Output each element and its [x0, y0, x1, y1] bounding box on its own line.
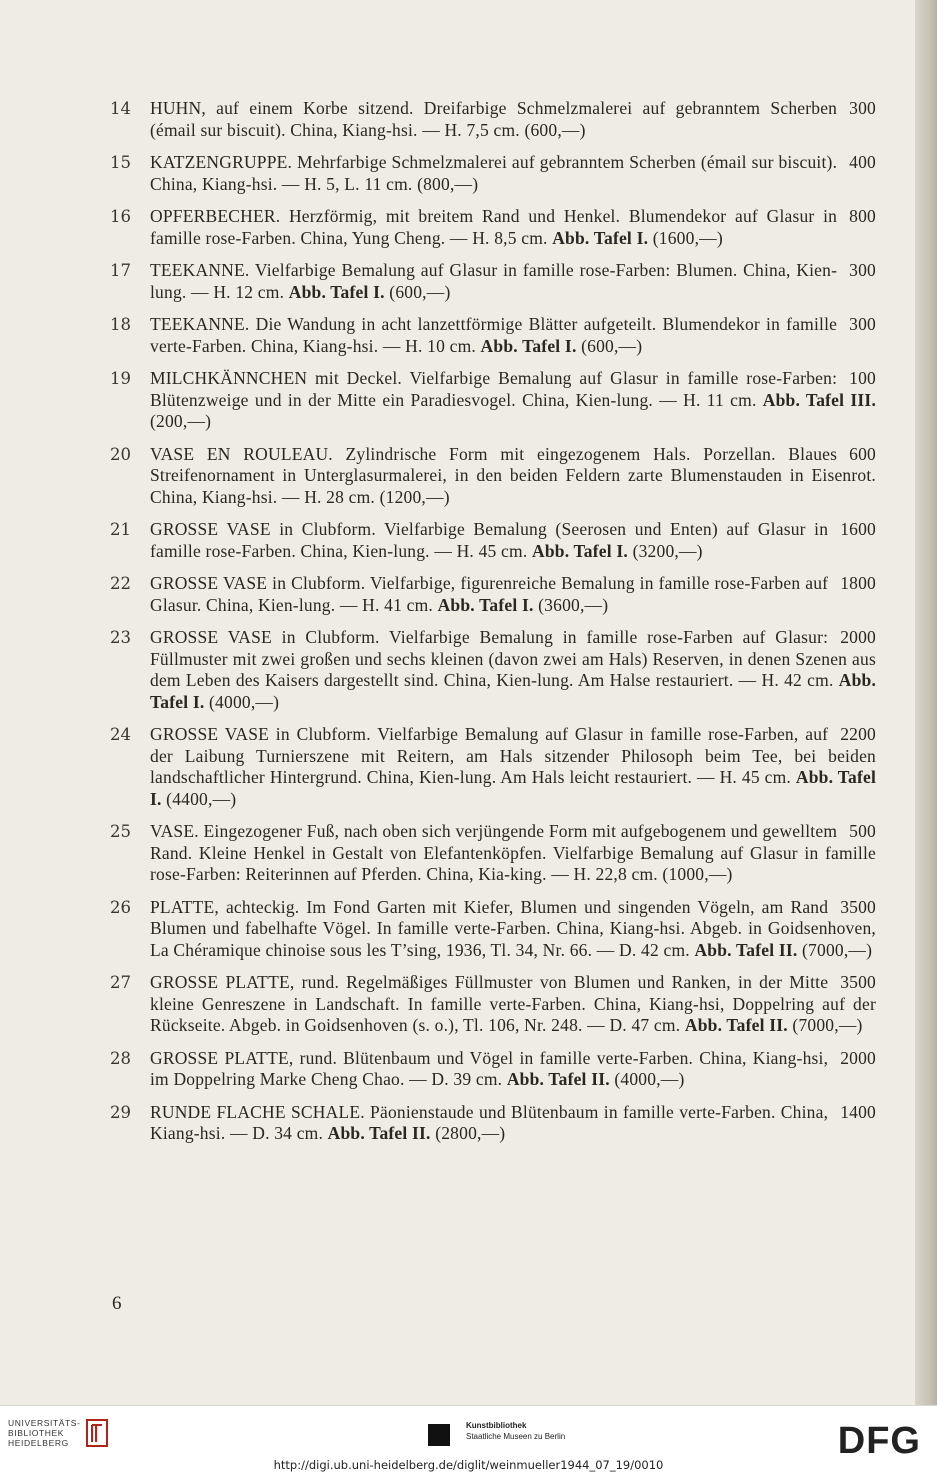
entry-price: 1800	[840, 573, 876, 593]
entry-number: 23	[110, 628, 131, 647]
page-edge	[915, 0, 937, 1405]
entry-estimate: (2800,—)	[435, 1123, 506, 1143]
entry-body	[150, 627, 876, 713]
entry-price: 2000	[840, 627, 876, 647]
catalog-entry	[110, 1102, 876, 1145]
entry-number: 22	[110, 574, 131, 593]
entry-body	[150, 206, 876, 249]
entry-price: 300	[849, 260, 876, 280]
entry-body	[150, 972, 876, 1037]
entry-plate-ref: Abb. Tafel II.	[694, 939, 798, 960]
entry-text: GROSSE VASE in Clubform. Vielfarbige Bemalung (Seerosen und Enten) auf Glasur in famille rose-Farben. China, Kien-lung. — H. 45 cm.	[150, 519, 829, 561]
catalog-entry	[110, 627, 876, 713]
catalog-entry	[110, 444, 876, 509]
entry-number: 25	[110, 822, 131, 841]
dfg-logo[interactable]: DFG	[837, 1420, 921, 1462]
entry-text: PLATTE, achteckig. Im Fond Garten mit Kiefer, Blumen und singenden Vögeln, am Rand Blumen und fabelhafte Vögel. In famille verte-Farben. China, Kiang-hsi. Abgeb. in Goidsenhoven, La Chéramique chinoise sous les T’sing, 1936, Tl. 34, Nr. 66. — D. 42 cm.	[150, 896, 876, 960]
entry-body	[150, 98, 876, 141]
entry-estimate: (200,—)	[150, 411, 212, 431]
entry-text: GROSSE VASE in Clubform. Vielfarbige Bemalung auf Glasur in famille rose-Farben, auf der Laibung Turnierszene mit Reitern, am Hals sitzender Philosoph beim Tee, bei beiden landschaftlicher Hintergrund. China, Kien-lung. Am Hals leicht restauriert. — H. 45 cm.	[150, 724, 876, 787]
entry-plate-ref: Abb. Tafel I.	[437, 594, 534, 615]
catalog-entry	[110, 897, 876, 962]
entry-number: 21	[110, 520, 131, 539]
entry-text: OPFERBECHER. Herzförmig, mit breitem Rand und Henkel. Blumendekor auf Glasur in famille rose-Farben. China, Yung Cheng. — H. 8,5 cm.	[150, 206, 838, 248]
entry-plate-ref: Abb. Tafel I.	[150, 670, 877, 712]
entry-plate-ref: Abb. Tafel I.	[288, 281, 385, 302]
entry-text: VASE EN ROULEAU. Zylindrische Form mit eingezogenem Hals. Porzellan. Blaues Streifenornament in Unterglasurmalerei, in den beiden Feldern zarte Blumenstauden in Eisenrot. China, Kiang-hsi. — H. 28 cm. (1200,—)	[150, 443, 876, 507]
entry-body	[150, 260, 876, 303]
entry-estimate: (7000,—)	[802, 939, 873, 960]
entry-plate-ref: Abb. Tafel I.	[532, 540, 628, 561]
entry-body	[150, 444, 876, 509]
entry-plate-ref: Abb. Tafel III.	[762, 389, 877, 410]
entry-price: 2200	[840, 724, 876, 744]
entry-number: 15	[110, 153, 131, 172]
catalog-entry	[110, 368, 876, 433]
entry-text: GROSSE PLATTE, rund. Blütenbaum und Vögel in famille verte-Farben. China, Kiang-hsi, im Doppelring Marke Cheng Chao. — D. 39 cm.	[150, 1047, 829, 1089]
entry-number: 28	[110, 1048, 131, 1068]
entry-plate-ref: Abb. Tafel I.	[480, 335, 577, 356]
entry-number: 24	[110, 725, 131, 744]
catalog-entry	[110, 206, 876, 249]
entry-number: 16	[110, 207, 131, 226]
entry-price: 400	[849, 152, 876, 172]
entry-price: 3500	[840, 972, 876, 992]
entry-plate-ref: Abb. Tafel I.	[552, 227, 649, 248]
catalog-entry	[110, 152, 876, 195]
entry-text: MILCHKÄNNCHEN mit Deckel. Vielfarbige Bemalung auf Glasur in famille rose-Farben: Blütenzweige und in der Mitte ein Paradiesvogel. China, Kien-lung. — H. 11 cm.	[150, 368, 838, 410]
entry-body	[150, 1102, 876, 1145]
entry-estimate: (4000,—)	[209, 691, 280, 712]
entry-body	[150, 368, 876, 433]
entry-number: 14	[110, 99, 131, 118]
entry-number: 18	[110, 315, 131, 334]
catalog-entry	[110, 98, 876, 141]
catalog-entry	[110, 1048, 876, 1091]
entry-price: 1600	[840, 519, 876, 539]
entry-estimate: (600,—)	[581, 335, 643, 356]
entry-price: 600	[849, 443, 876, 464]
entry-price: 300	[849, 314, 876, 334]
entry-number: 29	[110, 1102, 131, 1122]
entry-estimate: (600,—)	[389, 281, 451, 302]
entry-text: GROSSE PLATTE, rund. Regelmäßiges Füllmuster von Blumen und Ranken, in der Mitte kleine Genreszene in Landschaft. In famille verte-Farben. China, Kiang-hsi, Doppelring auf der Rückseite. Abgeb. in Goidsenhoven (s. o.), Tl. 106, Nr. 248. — D. 47 cm.	[150, 972, 876, 1035]
entry-text: TEEKANNE. Die Wandung in acht lanzettförmige Blätter aufgeteilt. Blumendekor in famille verte-Farben. China, Kiang-hsi. — H. 10 cm.	[150, 314, 838, 356]
entry-text: GROSSE VASE in Clubform. Vielfarbige Bemalung in famille rose-Farben auf Glasur: Füllmuster mit zwei großen und sechs kleinen (davon zwei am Hals) Reserven, in denen Szenen aus dem Leben des Kaisers dargestellt sind. China, Kien-lung. Am Halse restauriert. — H. 42 cm.	[150, 627, 876, 690]
ub-emblem-icon	[84, 1416, 110, 1450]
entry-body	[150, 152, 876, 195]
catalog-entry	[110, 314, 876, 357]
entry-body	[150, 1048, 876, 1091]
entry-price: 500	[849, 821, 876, 841]
entry-text: VASE. Eingezogener Fuß, nach oben sich verjüngende Form mit aufgebogenem und gewelltem Rand. Kleine Henkel in Gestalt von Elefantenköpfen. Vielfarbige Bemalung auf Glasur in famille rose-Farben: Reiterinnen auf Pferden. China, Kia-king. — H. 22,8 cm. (1000,—)	[150, 821, 876, 884]
catalog-entry	[110, 260, 876, 303]
entry-text: GROSSE VASE in Clubform. Vielfarbige, figurenreiche Bemalung in famille rose-Farben auf Glasur. China, Kien-lung. — H. 41 cm.	[150, 573, 829, 615]
entry-plate-ref: Abb. Tafel II.	[327, 1123, 431, 1143]
entry-estimate: (3600,—)	[538, 594, 609, 615]
entry-body	[150, 519, 876, 562]
entry-body	[150, 314, 876, 357]
entry-number: 20	[110, 444, 131, 464]
entry-plate-ref: Abb. Tafel II.	[506, 1069, 610, 1089]
catalog-entry	[110, 519, 876, 562]
entry-number: 26	[110, 897, 131, 917]
entry-plate-ref: Abb. Tafel I.	[150, 767, 877, 809]
entry-text: HUHN, auf einem Korbe sitzend. Dreifarbige Schmelzmalerei auf gebranntem Scherben (émail sur biscuit). China, Kiang-hsi. — H. 7,5 cm. (600,—)	[150, 98, 838, 140]
catalog-entry	[110, 821, 876, 886]
kunstbibliothek-mark-icon	[428, 1424, 450, 1446]
entry-number: 19	[110, 369, 131, 388]
catalog-entry	[110, 573, 876, 616]
entry-number: 27	[110, 973, 131, 992]
entry-body	[150, 573, 876, 616]
entry-text: RUNDE FLACHE SCHALE. Päonienstaude und Blütenbaum in famille verte-Farben. China, Kiang-hsi. — D. 34 cm.	[150, 1101, 829, 1143]
catalog-entries	[110, 98, 876, 1156]
entry-price: 800	[849, 206, 876, 226]
entry-price: 1400	[840, 1101, 876, 1122]
entry-estimate: (7000,—)	[792, 1015, 863, 1035]
catalog-entry	[110, 972, 876, 1037]
permalink-url[interactable]: http://digi.ub.uni-heidelberg.de/diglit/weinmueller1944_07_19/0010	[273, 1458, 664, 1472]
footer-bar: UNIVERSITÄTS- BIBLIOTHEK HEIDELBERG Kunstbibliothek Staatliche Museen zu Berlin DFG http://digi.ub.uni-heidelberg.de/diglit/weinmueller1944_07_19/0010	[0, 1405, 937, 1474]
entry-estimate: (4400,—)	[166, 788, 237, 809]
entry-estimate: (4000,—)	[614, 1069, 685, 1089]
catalog-entry	[110, 724, 876, 810]
entry-body	[150, 821, 876, 886]
entry-estimate: (3200,—)	[632, 540, 703, 561]
entry-price: 300	[849, 98, 876, 118]
entry-price: 2000	[840, 1047, 876, 1068]
entry-price: 3500	[840, 896, 876, 917]
entry-text: TEEKANNE. Vielfarbige Bemalung auf Glasur in famille rose-Farben: Blumen. China, Kien-lung. — H. 12 cm.	[150, 260, 838, 302]
entry-text: KATZENGRUPPE. Mehrfarbige Schmelzmalerei auf gebranntem Scherben (émail sur biscuit). China, Kiang-hsi. — H. 5, L. 11 cm. (800,—)	[150, 152, 838, 194]
entry-number: 17	[110, 261, 131, 280]
entry-body	[150, 897, 876, 962]
page-number: 6	[112, 1293, 122, 1314]
entry-estimate: (1600,—)	[652, 227, 723, 248]
ub-heidelberg-logo[interactable]: UNIVERSITÄTS- BIBLIOTHEK HEIDELBERG	[8, 1418, 81, 1448]
entry-body	[150, 724, 876, 810]
entry-price: 100	[849, 368, 876, 388]
entry-plate-ref: Abb. Tafel II.	[684, 1015, 788, 1035]
